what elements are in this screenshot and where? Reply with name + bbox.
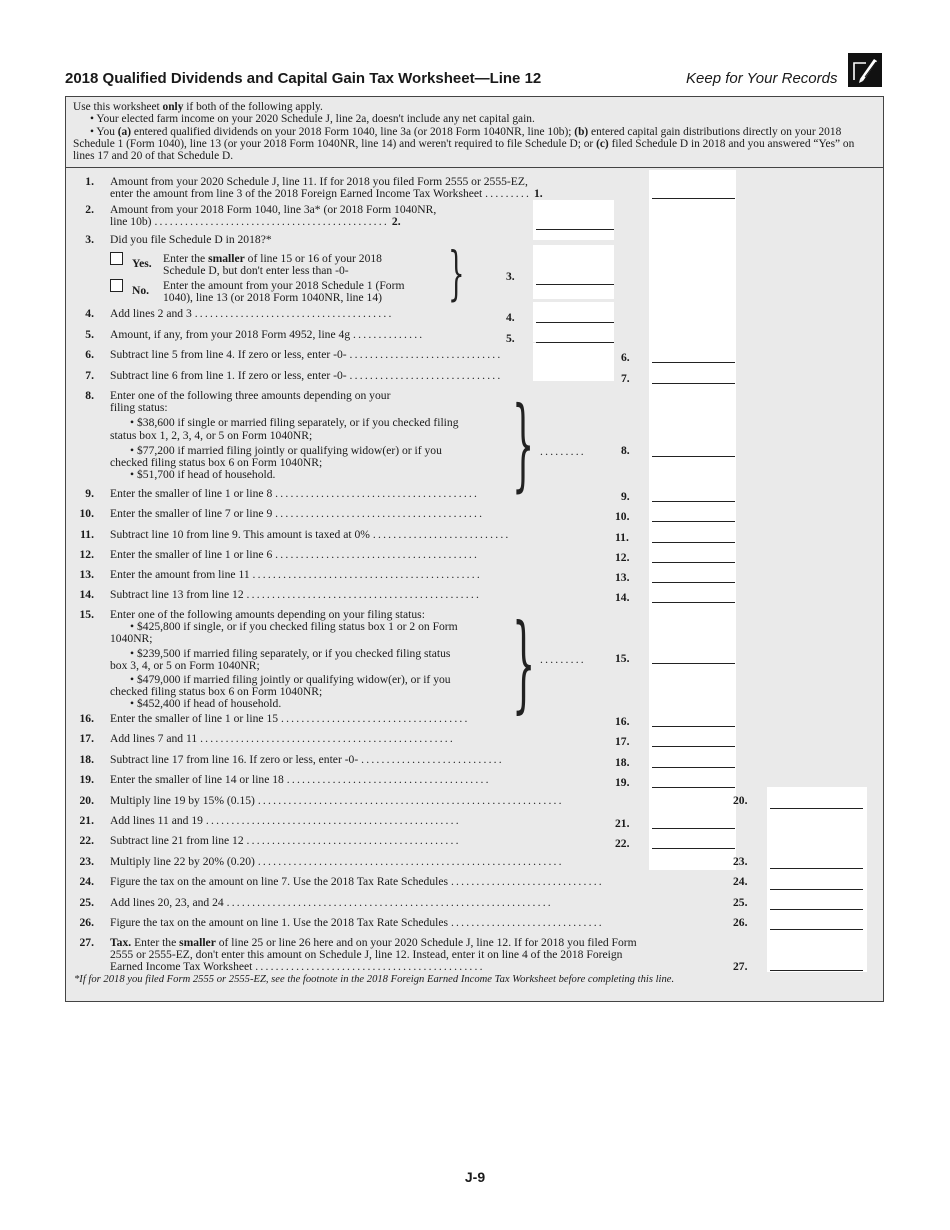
line-text: Enter one of the following three amounts depending on your filing status: • $38,600 if single or married filing separately, or if you checked filing status box 1, 2, 3, 4, or 5 on Form 1040NR; • $77,200 if married filing jointly or qualifying widow(er) or if you checked filing status box 6 on Form 1040NR; • $51,700 if head of household. [110, 389, 459, 482]
no-label: No. [132, 284, 150, 297]
line-8-option-1-cont: status box 1, 2, 3, 4, or 5 on Form 1040NR; [110, 428, 313, 442]
amount-field-line-10[interactable] [652, 521, 735, 522]
line-15-option-1-cont: 1040NR; [110, 632, 153, 646]
amount-field-line-5[interactable] [536, 342, 614, 343]
intro-text: if both of the following apply. [183, 101, 323, 113]
line-text: Amount from your 2018 Form 1040, line 3a* (or 2018 Form 1040NR, line 10b) .............................................. 2. [110, 203, 437, 229]
condition-2: You [96, 125, 118, 138]
line-number: 21. [79, 814, 94, 827]
line-number: 19. [79, 773, 94, 786]
yes-text: Enter the [163, 252, 209, 265]
keep-for-records-note: Keep for Your Records [686, 70, 838, 87]
line-number: 14. [79, 588, 94, 601]
line-number: 27. [79, 936, 94, 949]
line-13-text: Enter the amount from line 11 [110, 568, 250, 581]
line-26-text: Figure the tax on the amount on line 1. Use the 2018 Tax Rate Schedules [110, 916, 449, 929]
amount-field-line-6[interactable] [652, 362, 735, 363]
amount-field-line-12[interactable] [652, 562, 735, 563]
line-number: 16. [79, 712, 94, 725]
line-text: Add lines 2 and 3 ....................................... 4. [110, 307, 515, 324]
amount-field-line-25[interactable] [770, 909, 863, 910]
entry-column-line-2 [533, 200, 614, 240]
line-number: 26. [79, 916, 94, 929]
line-27-text-3: Earned Income Tax Worksheet [110, 960, 253, 974]
line-number: 2. [85, 203, 94, 216]
line-ref: 10. [615, 510, 630, 523]
line-text: Enter the smaller of line 1 or line 8 ........................................ [110, 487, 480, 500]
intro-emphasis: only [162, 101, 184, 113]
line-number: 23. [79, 855, 94, 868]
yes-emphasis: smaller [208, 252, 245, 265]
line-16-text: Enter the smaller of line 1 or line 15 [110, 712, 279, 725]
line-8-text-1: Enter one of the following three amounts depending on your [110, 389, 391, 402]
amount-field-line-15[interactable] [652, 663, 735, 664]
line-number: 18. [79, 753, 94, 766]
amount-field-line-8[interactable] [652, 456, 735, 457]
line-11-text: Subtract line 10 from line 9. This amount is taxed at 0% [110, 528, 370, 541]
amount-field-line-19[interactable] [652, 787, 735, 788]
line-15-option-1: $425,800 if single, or if you checked filing status box 1 or 2 on Form [136, 620, 458, 634]
line-8-text-2: filing status: [110, 401, 168, 415]
intro-text: Use this worksheet [73, 101, 163, 113]
line-ref: 27. [733, 960, 748, 973]
line-3-question: Did you file Schedule D in 2018?* [110, 233, 272, 246]
line-15-option-3: $479,000 if married filing jointly or qualifying widow(er), or if you [136, 673, 451, 687]
line-5-text: Amount, if any, from your 2018 Form 4952, line 4g [110, 328, 351, 341]
line-text: Amount, if any, from your 2018 Form 4952, line 4g .............. 5. [110, 328, 515, 345]
line-number: 13. [79, 568, 94, 581]
line-23-text: Multiply line 22 by 20% (0.20) [110, 855, 255, 868]
line-number: 5. [85, 328, 94, 341]
amount-field-line-21[interactable] [652, 828, 735, 829]
entry-column-middle [649, 170, 736, 870]
line-14-text: Subtract line 13 from line 12 [110, 588, 244, 601]
line-ref: 25. [733, 896, 748, 909]
line-ref: 13. [615, 571, 630, 584]
line-ref: 7. [621, 372, 630, 385]
line-10-text: Enter the smaller of line 7 or line 9 [110, 507, 273, 520]
yes-text: of line 15 or 16 of your 2018 [244, 252, 382, 265]
line-text: Subtract line 17 from line 16. If zero or less, enter -0- ............................ [110, 753, 504, 766]
yes-instructions [163, 253, 382, 277]
entry-column-right [767, 787, 867, 972]
line-number: 17. [79, 732, 94, 745]
line-number: 20. [79, 794, 94, 807]
amount-field-line-4[interactable] [536, 322, 614, 323]
line-2-text-2: line 10b) [110, 215, 152, 229]
line-text: Enter the smaller of line 1 or line 15 ..................................... [110, 712, 470, 725]
line-27-text-2: 2555 or 2555-EZ, don't enter this amount on Schedule J, line 12. Instead, enter it on line 4 of the 2018 Foreign [110, 948, 623, 962]
line-number: 15. [79, 608, 94, 621]
instructions: Use this worksheet only if both of the following apply. • Your elected farm income on your 2020 Schedule J, line 2a, doesn't include any net capital gain. • You (a) entered qualified dividends on your 2018 Form 1040, line 3a (or 2018 Form 1040NR, line 10b); (b) entered capital gain distributions directly on your 2018 Schedule 1 (Form 1040), line 13 (or your 2018 Form 1040NR, line 14) and weren't required to file Schedule D; or (c) filed Schedule D in 2018 and you answered “Yes” on lines 17 and 20 of that Schedule D. [66, 97, 883, 168]
line-text: Subtract line 10 from line 9. This amount is taxed at 0% ........................... [110, 528, 511, 541]
line-ref: 9. [621, 490, 630, 503]
condition-2c: (c) [596, 137, 609, 150]
line-number: 25. [79, 896, 94, 909]
line-text: Enter one of the following amounts depending on your filing status: • $425,800 if single, or if you checked filing status box 1 or 2 on Form 1040NR; • $239,500 if married filing separately, or if you checked filing status box 3, 4, or 5 on Form 1040NR; • $479,000 if married filing jointly or qualifying widow(er), or if you checked filing status box 6 on Form 1040NR; • $452,400 if head of household. [110, 608, 458, 711]
line-6-text: Subtract line 5 from line 4. If zero or less, enter -0- [110, 348, 347, 361]
line-ref: 2. [391, 215, 401, 229]
amount-field-line-2[interactable] [536, 229, 614, 230]
line-1-text-1: Amount from your 2020 Schedule J, line 11. If for 2018 you filed Form 2555 or 2555-EZ, [110, 175, 528, 188]
line-18-text: Subtract line 17 from line 16. If zero or less, enter -0- [110, 753, 359, 766]
line-number: 1. [85, 175, 94, 188]
line-text: Enter the smaller of line 14 or line 18 ........................................ [110, 773, 491, 786]
line-text: Figure the tax on the amount on line 1. Use the 2018 Tax Rate Schedules .............................. [110, 916, 604, 929]
amount-field-line-24[interactable] [770, 889, 863, 890]
amount-field-line-14[interactable] [652, 602, 735, 603]
line-ref: 11. [615, 531, 629, 544]
line-text: Add lines 20, 23, and 24 ................................................................ [110, 896, 553, 909]
line-number: 11. [80, 528, 94, 541]
line-15-option-3-cont: checked filing status box 6 on Form 1040NR; [110, 685, 323, 699]
amount-field-line-18[interactable] [652, 767, 735, 768]
line-number: 3. [85, 233, 94, 246]
line-ref: 22. [615, 837, 630, 850]
line-24-text: Figure the tax on the amount on line 7. Use the 2018 Tax Rate Schedules [110, 875, 449, 888]
amount-field-line-3[interactable] [536, 284, 614, 285]
line-1-text-2: enter the amount from line 3 of the 2018 Foreign Earned Income Tax Worksheet [110, 187, 483, 201]
line-8-option-2-cont: checked filing status box 6 on Form 1040NR; [110, 456, 323, 470]
line-ref: 5. [506, 332, 515, 345]
line-text: Figure the tax on the amount on line 7. Use the 2018 Tax Rate Schedules .............................. [110, 875, 604, 888]
line-text: Add lines 11 and 19 .................................................. [110, 814, 461, 827]
line-15-option-2-cont: box 3, 4, or 5 on Form 1040NR; [110, 658, 260, 672]
line-number: 8. [85, 389, 94, 402]
line-7-text: Subtract line 6 from line 1. If zero or less, enter -0- [110, 369, 347, 382]
amount-field-line-23[interactable] [770, 868, 863, 869]
line-ref: 4. [506, 311, 515, 324]
pen-paper-icon [848, 53, 882, 87]
footnote: *If for 2018 you filed Form 2555 or 2555-EZ, see the footnote in the 2018 Foreign Earned Income Tax Worksheet before completing this line. [74, 974, 675, 985]
amount-field-line-11[interactable] [652, 542, 735, 543]
line-ref: 8. [621, 444, 630, 457]
line-text: Amount from your 2020 Schedule J, line 11. If for 2018 you filed Form 2555 or 2555-EZ, enter the amount from line 3 of the 2018 Foreign Earned Income Tax Worksheet ......... 1. [110, 175, 543, 201]
brace: } [448, 239, 465, 307]
line-text: Tax. Enter the smaller of line 25 or line 26 here and on your 2020 Schedule J, line 12. If for 2018 you filed Form 2555 or 2555-EZ, don't enter this amount on Schedule J, line 12. Instead, enter it on line 4 of the 2018 Foreign Earned Income Tax Worksheet ............................................. [110, 936, 637, 974]
no-text-2: 1040), line 13 (or 2018 Form 1040NR, line 14) [163, 291, 382, 305]
amount-field-line-26[interactable] [770, 929, 863, 930]
line-text: Enter the smaller of line 1 or line 6 ........................................ [110, 548, 480, 561]
line-text: Enter the smaller of line 7 or line 9 ......................................... [110, 507, 485, 520]
worksheet-box: Use this worksheet only if both of the following apply. • Your elected farm income on your 2020 Schedule J, line 2a, doesn't include any net capital gain. • You (a) entered qualified dividends on your 2018 Form 1040, line 3a (or 2018 Form 1040NR, line 10b); (b) entered capital gain distributions directly on your 2018 Schedule 1 (Form 1040), line 13 (or your 2018 Form 1040NR, line 14) and weren't required to file Schedule D; or (c) filed Schedule D in 2018 and you answered “Yes” on lines 17 and 20 of that Schedule D. 1. Amount from your 2020 Schedule J, line 11. If for 2018 you filed Form 2555 or 2555-EZ, enter the amount from line 3 of the 2018 Foreign Earned Income Tax Worksheet ......... 1. 2. Amount from your 2018 Form 1040, line 3a* (or 2018 Form 1040NR, line 10b) .............................................. 2. 3. Did you file Schedule D in 2018?* Yes. Enter the smaller of line 15 or 16 of your 2018 Schedule D, but don't enter less than -0- No. Enter the amount from your 2018 Schedule 1 (Form 1040), line 13 (or 2018 Form 1040NR, line 14) } 3. 4. Add lines 2 and 3 ....................................... 4. 5. Amount, if any, from your 2018 Form 4952, line 4g .............. 5. 6. Subtract line 5 from line 4. If zero or less, enter -0- .............................. 6. 7. Subtract line 6 from line 1. If zero or less, enter -0- .............................. 7. 8. Enter one of the following three amounts depending on your filing status: • $38,600 if single or married filing separately, or if you checked filing status box 1, 2, 3, 4, or 5 on Form 1040NR; • $77,200 if married filing jointly or qualifying widow(er) or if you checked filing status box 6 on Form 1040NR; • $51,700 if head of household. ......... 8. } 9. Enter the smaller of line 1 or line 8 ........................................ 9. 10. Enter the smaller of line 7 or line 9 ......................................... 10. 11. Subtract line 10 from line 9. This amount is taxed at 0% ........................... 11. 12. Enter the smaller of line 1 or line 6 ........................................ 12. 13. Enter the amount from line 11 ............................................. 13. 14. Subtract line 13 from line 12 .............................................. 14. 15. Enter one of the following amounts depending on your filing status: • $425,800 if single, or if you checked filing status box 1 or 2 on Form 1040NR; • $239,500 if married filing separately, or if you checked filing status box 3, 4, or 5 on Form 1040NR; • $479,000 if married filing jointly or qualifying widow(er), or if you checked filing status box 6 on Form 1040NR; • $452,400 if head of household. ......... 15. } 16. Enter the smaller of line 1 or line 15 ..................................... 16. 17. Add lines 7 and 11 .................................................. 17. 18. Subtract line 17 from line 16. If zero or less, enter -0- ............................ 18. 19. Enter the smaller of line 14 or line 18 ........................................ 19. 20. Multiply line 19 by 15% (0.15) ............................................................ 20. 21. Add lines 11 and 19 .................................................. 21. 22. Subtract line 21 from line 12 .......................................... 22. 23. Multiply line 22 by 20% (0.20) ............................................................ 23. 24. Figure the tax on the amount on line 7. Use the 2018 Tax Rate Schedules .............................. 24. 25. Add lines 20, 23, and 24 ................................................................ 25. 26. Figure the tax on the amount on line 1. Use the 2018 Tax Rate Schedules .............................. 26. 27. Tax. Enter the smaller of line 25 or line 26 here and on your 2020 Schedule J, line 12. If for 2018 you filed Form 2555 or 2555-EZ, don't enter this amount on Schedule J, line 12. Instead, enter it on line 4 of the 2018 Foreign Earned Income Tax Worksheet ............................................. 27. *If for 2018 you filed Form 2555 or 2555-EZ, see the footnote in the 2018 Foreign Earned Income Tax Worksheet before completing this line. [65, 96, 884, 1002]
amount-field-line-16[interactable] [652, 726, 735, 727]
brace: } [512, 602, 536, 724]
line-ref: 12. [615, 551, 630, 564]
line-ref: 1. [533, 187, 543, 201]
line-22-text: Subtract line 21 from line 12 [110, 834, 244, 847]
amount-field-line-13[interactable] [652, 582, 735, 583]
line-8-option-2: $77,200 if married filing jointly or qualifying widow(er) or if you [136, 443, 442, 457]
amount-field-line-20[interactable] [770, 808, 863, 809]
line-text: Subtract line 6 from line 1. If zero or less, enter -0- .............................. [110, 369, 503, 382]
line-ref: 18. [615, 756, 630, 769]
line-15-option-2: $239,500 if married filing separately, or if you checked filing status [136, 646, 451, 660]
line-8-option-3: $51,700 if head of household. [136, 468, 276, 482]
line-ref: 17. [615, 735, 630, 748]
line-25-text: Add lines 20, 23, and 24 [110, 896, 224, 909]
checkbox-no[interactable] [110, 279, 123, 292]
line-text: Multiply line 19 by 15% (0.15) ............................................................ [110, 794, 564, 807]
no-text-1: Enter the amount from your 2018 Schedule 1 (Form [163, 279, 405, 292]
line-ref: 15. [615, 652, 630, 665]
amount-field-line-22[interactable] [652, 848, 735, 849]
amount-field-line-9[interactable] [652, 501, 735, 502]
condition-2: entered capital gain distributions directly on your 2018 Schedule 1 (Form 1040), line 13 (or your 2018 Form 1040NR, line 14) and weren't required to file Schedule D; or [73, 125, 842, 150]
line-4-text: Add lines 2 and 3 [110, 307, 192, 320]
line-number: 6. [85, 348, 94, 361]
line-number: 9. [85, 487, 94, 500]
entry-column-line-3 [533, 245, 614, 299]
line-27-text: of line 25 or line 26 here and on your 2020 Schedule J, line 12. If for 2018 you filed Form [215, 936, 637, 949]
line-21-text: Add lines 11 and 19 [110, 814, 203, 827]
line-17-text: Add lines 7 and 11 [110, 732, 198, 745]
line-9-text: Enter the smaller of line 1 or line 8 [110, 487, 273, 500]
line-ref: 26. [733, 916, 748, 929]
line-text: Multiply line 22 by 20% (0.20) ............................................................ [110, 855, 564, 868]
amount-field-line-17[interactable] [652, 746, 735, 747]
line-number: 24. [79, 875, 94, 888]
worksheet-title: 2018 Qualified Dividends and Capital Gain Tax Worksheet—Line 12 [65, 70, 542, 87]
condition-2b: (b) [574, 125, 589, 138]
line-15-option-4: $452,400 if head of household. [136, 697, 282, 711]
line-8-option-1: $38,600 if single or married filing separately, or if you checked filing [136, 416, 459, 430]
line-number: 12. [79, 548, 94, 561]
yes-text-2: Schedule D, but don't enter less than -0- [163, 264, 349, 278]
line-ref: 6. [621, 351, 630, 364]
line-27-emphasis: smaller [179, 936, 216, 949]
line-number: 22. [79, 834, 94, 847]
condition-2: entered qualified dividends on your 2018 Form 1040, line 3a (or 2018 Form 1040NR, line 10b); [131, 125, 575, 138]
line-number: 7. [85, 369, 94, 382]
condition-2: filed Schedule D in 2018 and you answered “Yes” on lines 17 and 20 of that Schedule D. [73, 137, 855, 163]
condition-1: Your elected farm income on your 2020 Schedule J, line 2a, doesn't include any net capital gain. [96, 113, 535, 126]
amount-field-line-1[interactable] [652, 198, 735, 199]
line-text: Enter the amount from line 11 ............................................. [110, 568, 482, 581]
tax-label: Tax. [110, 936, 132, 949]
line-ref: 14. [615, 591, 630, 604]
brace: } [512, 385, 535, 502]
line-12-text: Enter the smaller of line 1 or line 6 [110, 548, 273, 561]
line-ref: 20. [733, 794, 748, 807]
line-text: Subtract line 21 from line 12 .......................................... [110, 834, 461, 847]
line-text: Subtract line 13 from line 12 .............................................. [110, 588, 482, 601]
line-ref: 21. [615, 817, 630, 830]
line-ref: 23. [733, 855, 748, 868]
line-ref: 19. [615, 776, 630, 789]
line-15-text: Enter one of the following amounts depending on your filing status: [110, 608, 425, 621]
checkbox-yes[interactable] [110, 252, 123, 265]
page-number: J-9 [464, 1169, 486, 1185]
line-2-text-1: Amount from your 2018 Form 1040, line 3a* (or 2018 Form 1040NR, [110, 203, 437, 216]
line-number: 4. [85, 307, 94, 320]
entry-column-lines-2-5 [533, 343, 614, 381]
no-instructions [163, 280, 405, 304]
line-text: Add lines 7 and 11 .................................................. [110, 732, 455, 745]
line-ref: 16. [615, 715, 630, 728]
amount-field-line-27[interactable] [770, 970, 863, 971]
amount-field-line-7[interactable] [652, 383, 735, 384]
line-19-text: Enter the smaller of line 14 or line 18 [110, 773, 284, 786]
line-ref: 3. [506, 270, 515, 283]
line-ref: 24. [733, 875, 748, 888]
line-text: Subtract line 5 from line 4. If zero or less, enter -0- .............................. [110, 348, 503, 361]
condition-2a: (a) [117, 125, 132, 138]
line-number: 10. [79, 507, 94, 520]
line-27-text: Enter the [131, 936, 180, 949]
line-20-text: Multiply line 19 by 15% (0.15) [110, 794, 255, 807]
yes-label: Yes. [132, 257, 152, 270]
